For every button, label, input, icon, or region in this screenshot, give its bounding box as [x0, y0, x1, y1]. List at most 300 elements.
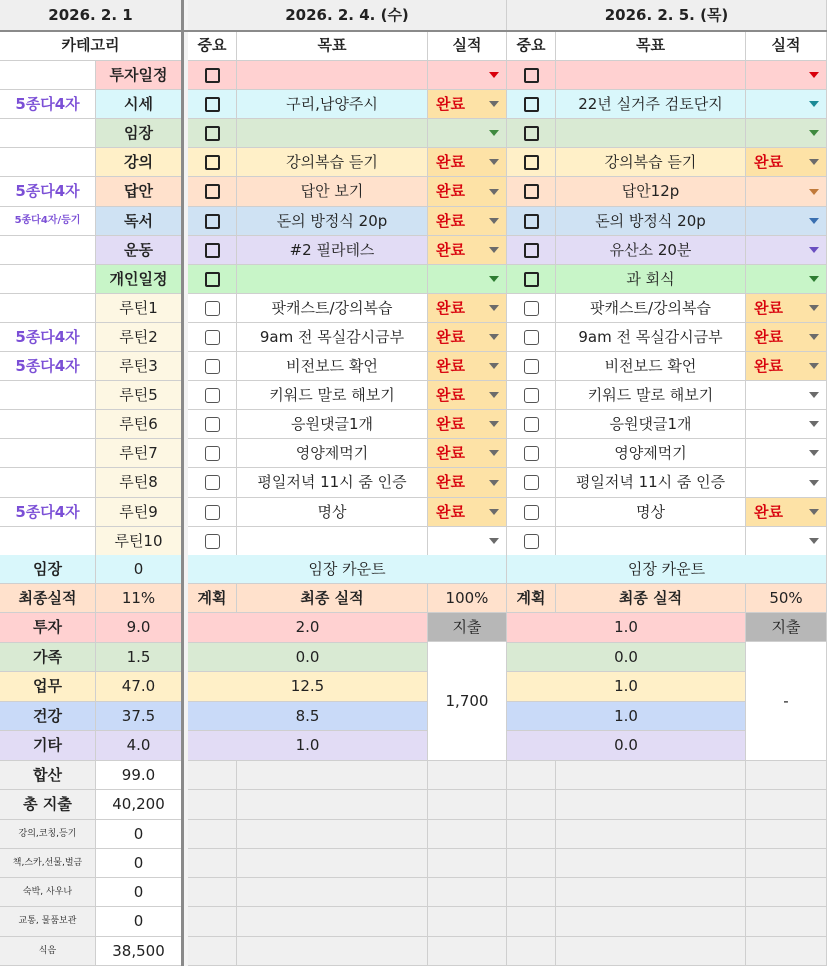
day2-importance-cell[interactable]	[507, 410, 556, 439]
status-value: 완료	[436, 385, 465, 404]
category-루틴5	[96, 381, 182, 410]
day1-goal[interactable]	[237, 294, 428, 323]
importance-checkbox[interactable]	[205, 68, 220, 83]
day1-result-select[interactable]	[428, 468, 507, 498]
day2-goal-text: 과 회식	[626, 269, 675, 288]
day2-goal[interactable]	[556, 119, 746, 148]
day2-plan-label	[507, 584, 556, 613]
summary-label-건강-text: 건강	[33, 706, 62, 725]
dropdown-arrow-icon[interactable]	[489, 363, 499, 369]
day2-importance-cell[interactable]	[507, 90, 556, 119]
day1-importance-cell[interactable]	[188, 265, 237, 294]
bottom-value-text: 99.0	[121, 765, 156, 784]
importance-checkbox[interactable]	[524, 417, 539, 432]
day1-result-select[interactable]	[428, 119, 507, 148]
bottom-label	[0, 761, 96, 790]
bottom-label-text: 총 지출	[23, 795, 72, 813]
bottom-label-text: 합산	[33, 765, 62, 784]
importance-checkbox[interactable]	[205, 126, 220, 141]
dropdown-arrow-icon[interactable]	[489, 421, 499, 427]
day2-importance-cell[interactable]	[507, 498, 556, 527]
dropdown-arrow-icon[interactable]	[809, 363, 819, 369]
summary-value-text: 47.0	[121, 677, 156, 695]
tag-cell	[0, 468, 96, 498]
bottom-value-text: 0	[133, 912, 144, 930]
day2-importance-cell[interactable]	[507, 381, 556, 410]
day1-goal-text: 답안 보기	[300, 182, 364, 200]
day2-goal[interactable]	[556, 177, 746, 207]
day1-goal[interactable]	[237, 148, 428, 177]
dropdown-arrow-icon[interactable]	[489, 276, 499, 282]
dropdown-arrow-icon[interactable]	[489, 480, 499, 486]
day1-importance-header-text: 중요	[197, 36, 227, 54]
day1-empty	[428, 878, 507, 907]
importance-checkbox[interactable]	[524, 272, 539, 287]
importance-checkbox[interactable]	[524, 388, 539, 403]
importance-checkbox[interactable]	[205, 301, 220, 316]
category-운동-text: 운동	[124, 240, 153, 259]
day2-goal[interactable]	[556, 323, 746, 352]
day1-goal[interactable]	[237, 119, 428, 148]
day2-goal[interactable]	[556, 236, 746, 265]
day1-importance-cell[interactable]	[188, 90, 237, 119]
day1-result-header	[428, 31, 507, 61]
category-루틴5-text: 루틴5	[119, 385, 158, 404]
day1-result-select[interactable]	[428, 439, 507, 468]
summary-value-text: 9.0	[126, 618, 151, 636]
day1-summary-value	[188, 702, 428, 731]
day2-date-header-text: 2026. 2. 5. (목)	[604, 5, 729, 24]
day2-result-select[interactable]	[746, 119, 827, 148]
frozen-row-divider	[0, 30, 827, 32]
day2-importance-cell[interactable]	[507, 294, 556, 323]
tag-cell	[0, 439, 96, 468]
day2-result-header-text: 실적	[771, 36, 801, 54]
day2-goal-text: 영양제먹기	[614, 443, 687, 462]
day1-empty	[188, 820, 237, 849]
day1-empty	[188, 907, 237, 937]
day1-final-label-text: 최종 실적	[300, 588, 364, 607]
day1-result-select[interactable]	[428, 527, 507, 556]
importance-checkbox[interactable]	[205, 97, 220, 112]
day1-summary-value-text: 2.0	[295, 618, 320, 636]
day1-importance-cell[interactable]	[188, 236, 237, 265]
importance-checkbox[interactable]	[205, 184, 220, 199]
day2-result-select[interactable]	[746, 177, 827, 207]
importance-checkbox[interactable]	[205, 330, 220, 345]
dropdown-arrow-icon[interactable]	[489, 450, 499, 456]
day2-result-select[interactable]	[746, 323, 827, 352]
day2-importance-header	[507, 31, 556, 61]
day1-result-select[interactable]	[428, 323, 507, 352]
bottom-label-text: 교통, 물품보관	[18, 916, 77, 926]
day1-goal[interactable]	[237, 410, 428, 439]
day2-goal[interactable]	[556, 381, 746, 410]
importance-checkbox[interactable]	[524, 97, 539, 112]
summary-label-업무	[0, 672, 96, 702]
dropdown-arrow-icon[interactable]	[809, 247, 819, 253]
day2-goal[interactable]	[556, 148, 746, 177]
day1-goal[interactable]	[237, 90, 428, 119]
day1-result-select[interactable]	[428, 294, 507, 323]
tag-cell-text: 5종다4자	[15, 356, 80, 375]
importance-checkbox[interactable]	[205, 505, 220, 520]
importance-checkbox[interactable]	[524, 126, 539, 141]
importance-checkbox[interactable]	[524, 214, 539, 229]
day1-goal[interactable]	[237, 439, 428, 468]
day1-goal-header-text: 목표	[317, 36, 347, 54]
category-루틴6	[96, 410, 182, 439]
category-강의	[96, 148, 182, 177]
day2-result-select[interactable]	[746, 61, 827, 90]
status-value: 완료	[436, 152, 465, 171]
bottom-label-text: 강의,코칭,등기	[18, 828, 77, 839]
day2-goal[interactable]	[556, 498, 746, 527]
day1-goal[interactable]	[237, 61, 428, 90]
day1-empty	[237, 937, 428, 966]
dropdown-arrow-icon[interactable]	[489, 189, 499, 195]
tag-cell	[0, 148, 96, 177]
importance-checkbox[interactable]	[524, 68, 539, 83]
category-시세	[96, 90, 182, 119]
importance-checkbox[interactable]	[524, 359, 539, 374]
dropdown-arrow-icon[interactable]	[489, 72, 499, 78]
importance-checkbox[interactable]	[524, 301, 539, 316]
category-루틴1	[96, 294, 182, 323]
day2-result-header	[746, 31, 827, 61]
day2-result-select[interactable]	[746, 148, 827, 177]
category-답안	[96, 177, 182, 207]
day2-empty	[507, 878, 556, 907]
importance-checkbox[interactable]	[205, 534, 220, 549]
importance-checkbox[interactable]	[524, 184, 539, 199]
bottom-label	[0, 937, 96, 966]
day2-empty	[556, 937, 746, 966]
status-value: 완료	[436, 327, 465, 346]
day1-result-select[interactable]	[428, 61, 507, 90]
dropdown-arrow-icon[interactable]	[489, 101, 499, 107]
day1-result-select[interactable]	[428, 236, 507, 265]
importance-checkbox[interactable]	[205, 155, 220, 170]
tag-cell	[0, 527, 96, 556]
day2-empty	[746, 820, 827, 849]
day2-importance-cell[interactable]	[507, 352, 556, 381]
day1-importance-cell[interactable]	[188, 439, 237, 468]
day1-importance-cell[interactable]	[188, 498, 237, 527]
importance-checkbox[interactable]	[524, 155, 539, 170]
day1-goal[interactable]	[237, 323, 428, 352]
day1-goal-text: 키워드 말로 해보기	[269, 385, 395, 404]
day1-empty	[428, 907, 507, 937]
day2-result-select[interactable]	[746, 527, 827, 556]
dropdown-arrow-icon[interactable]	[809, 538, 819, 544]
day1-goal[interactable]	[237, 177, 428, 207]
summary-value-text: 4.0	[126, 736, 151, 754]
day2-goal[interactable]	[556, 265, 746, 294]
day2-goal-header-text: 목표	[636, 36, 665, 54]
day1-goal-text: 평일저녁 11시 줌 인증	[257, 473, 407, 491]
final-label	[0, 584, 96, 613]
dropdown-arrow-icon[interactable]	[809, 218, 819, 224]
day2-result-select[interactable]	[746, 90, 827, 119]
day2-importance-cell[interactable]	[507, 439, 556, 468]
day2-result-select[interactable]	[746, 294, 827, 323]
dropdown-arrow-icon[interactable]	[809, 72, 819, 78]
day1-importance-cell[interactable]	[188, 61, 237, 90]
day1-empty	[188, 790, 237, 820]
day2-importance-cell[interactable]	[507, 207, 556, 236]
bottom-value	[96, 790, 182, 820]
day1-summary-value-text: 0.0	[295, 647, 320, 666]
day2-goal-text: 유산소 20분	[609, 240, 692, 259]
day1-goal[interactable]	[237, 527, 428, 556]
dropdown-arrow-icon[interactable]	[489, 509, 499, 515]
day2-result-select[interactable]	[746, 207, 827, 236]
category-루틴2	[96, 323, 182, 352]
day1-importance-cell[interactable]	[188, 381, 237, 410]
importance-checkbox[interactable]	[524, 243, 539, 258]
tag-cell	[0, 177, 96, 207]
day2-goal[interactable]	[556, 527, 746, 556]
tag-cell	[0, 352, 96, 381]
day2-goal[interactable]	[556, 61, 746, 90]
day1-expense-label	[428, 613, 507, 642]
day2-goal[interactable]	[556, 410, 746, 439]
day1-importance-cell[interactable]	[188, 468, 237, 498]
day2-result-select[interactable]	[746, 265, 827, 294]
day1-importance-cell[interactable]	[188, 323, 237, 352]
dropdown-arrow-icon[interactable]	[809, 276, 819, 282]
day2-result-select[interactable]	[746, 439, 827, 468]
day2-importance-cell[interactable]	[507, 119, 556, 148]
bottom-value	[96, 878, 182, 907]
day1-empty	[188, 761, 237, 790]
category-독서-text: 독서	[124, 211, 153, 230]
dropdown-arrow-icon[interactable]	[489, 392, 499, 398]
day1-goal[interactable]	[237, 498, 428, 527]
day2-expense-label	[746, 613, 827, 642]
importance-checkbox[interactable]	[205, 243, 220, 258]
day1-goal[interactable]	[237, 207, 428, 236]
day1-summary-value-text: 8.5	[295, 706, 320, 725]
category-루틴8	[96, 468, 182, 498]
day2-importance-cell[interactable]	[507, 527, 556, 556]
importance-checkbox[interactable]	[205, 417, 220, 432]
summary-value	[96, 731, 182, 761]
day2-result-select[interactable]	[746, 468, 827, 498]
day1-plan-label-text: 계획	[197, 588, 227, 607]
day2-summary-value-text: 1.0	[614, 706, 638, 725]
day2-summary-value	[507, 731, 746, 761]
dropdown-arrow-icon[interactable]	[489, 159, 499, 165]
importance-checkbox[interactable]	[205, 388, 220, 403]
day1-empty	[428, 937, 507, 966]
importance-checkbox[interactable]	[524, 534, 539, 549]
day2-result-select[interactable]	[746, 410, 827, 439]
day2-empty	[556, 907, 746, 937]
day2-result-select[interactable]	[746, 236, 827, 265]
day2-goal[interactable]	[556, 352, 746, 381]
dropdown-arrow-icon[interactable]	[809, 480, 819, 486]
importance-checkbox[interactable]	[524, 330, 539, 345]
day1-goal[interactable]	[237, 236, 428, 265]
dropdown-arrow-icon[interactable]	[809, 189, 819, 195]
day1-importance-cell[interactable]	[188, 410, 237, 439]
summary-label-투자	[0, 613, 96, 643]
day2-importance-cell[interactable]	[507, 265, 556, 294]
day2-importance-cell[interactable]	[507, 468, 556, 498]
category-루틴6-text: 루틴6	[119, 414, 158, 433]
day1-final-label	[237, 584, 428, 613]
status-value: 완료	[436, 414, 465, 433]
importance-checkbox[interactable]	[205, 359, 220, 374]
day1-result-header-text: 실적	[452, 36, 482, 54]
summary-value-text: 1.5	[126, 647, 151, 666]
day1-empty	[237, 820, 428, 849]
day2-importance-cell[interactable]	[507, 61, 556, 90]
dropdown-arrow-icon[interactable]	[489, 218, 499, 224]
dropdown-arrow-icon[interactable]	[489, 247, 499, 253]
tag-cell	[0, 381, 96, 410]
dropdown-arrow-icon[interactable]	[809, 334, 819, 340]
day1-result-select[interactable]	[428, 381, 507, 410]
summary-value	[96, 702, 182, 731]
day1-result-select[interactable]	[428, 410, 507, 439]
importance-checkbox[interactable]	[205, 272, 220, 287]
importance-checkbox[interactable]	[524, 446, 539, 461]
importance-checkbox[interactable]	[524, 475, 539, 490]
day1-visit-count-text: 임장 카운트	[308, 559, 386, 578]
day1-final-pct	[428, 584, 507, 613]
status-value: 완료	[436, 94, 465, 113]
day2-goal[interactable]	[556, 439, 746, 468]
importance-checkbox[interactable]	[205, 214, 220, 229]
bottom-label-text: 숙박, 사우나	[22, 886, 73, 897]
dropdown-arrow-icon[interactable]	[809, 159, 819, 165]
status-value: 완료	[436, 443, 465, 462]
day1-importance-cell[interactable]	[188, 294, 237, 323]
category-루틴2-text: 루틴2	[119, 327, 158, 346]
day1-result-select[interactable]	[428, 265, 507, 294]
status-value: 완료	[436, 473, 465, 491]
day2-importance-cell[interactable]	[507, 177, 556, 207]
dropdown-arrow-icon[interactable]	[809, 305, 819, 311]
dropdown-arrow-icon[interactable]	[489, 305, 499, 311]
dropdown-arrow-icon[interactable]	[809, 450, 819, 456]
day1-goal[interactable]	[237, 265, 428, 294]
day1-result-select[interactable]	[428, 352, 507, 381]
day1-importance-cell[interactable]	[188, 352, 237, 381]
day2-result-select[interactable]	[746, 381, 827, 410]
day2-empty	[556, 761, 746, 790]
day1-goal[interactable]	[237, 381, 428, 410]
day2-goal[interactable]	[556, 468, 746, 498]
day2-empty	[556, 878, 746, 907]
dropdown-arrow-icon[interactable]	[809, 101, 819, 107]
day1-result-select[interactable]	[428, 90, 507, 119]
day2-expense-label-text: 지출	[771, 617, 801, 636]
category-header	[0, 31, 182, 61]
day1-goal[interactable]	[237, 352, 428, 381]
day1-result-select[interactable]	[428, 177, 507, 207]
dropdown-arrow-icon[interactable]	[489, 334, 499, 340]
day1-result-select[interactable]	[428, 207, 507, 236]
bottom-value-text: 0	[133, 853, 144, 872]
category-루틴9	[96, 498, 182, 527]
summary-label-기타-text: 기타	[33, 736, 62, 754]
day2-summary-value	[507, 672, 746, 702]
dropdown-arrow-icon[interactable]	[809, 509, 819, 515]
day1-expense-value	[428, 642, 507, 761]
day1-result-select[interactable]	[428, 148, 507, 177]
day1-importance-cell[interactable]	[188, 207, 237, 236]
tag-cell	[0, 90, 96, 119]
day1-goal[interactable]	[237, 468, 428, 498]
day2-goal-text: 22년 실거주 검토단지	[578, 94, 723, 113]
dropdown-arrow-icon[interactable]	[809, 392, 819, 398]
day2-goal-header	[556, 31, 746, 61]
day2-goal[interactable]	[556, 294, 746, 323]
bottom-value-text: 40,200	[112, 795, 165, 813]
day2-importance-cell[interactable]	[507, 236, 556, 265]
day1-goal-text: #2 필라테스	[289, 240, 375, 259]
day2-importance-cell[interactable]	[507, 323, 556, 352]
tag-cell	[0, 61, 96, 90]
day2-summary-value-text: 1.0	[614, 618, 638, 636]
dropdown-arrow-icon[interactable]	[489, 130, 499, 136]
category-개인일정-text: 개인일정	[109, 269, 168, 288]
bottom-label	[0, 820, 96, 849]
tag-cell	[0, 119, 96, 148]
final-label-text: 최종실적	[18, 588, 77, 607]
day1-goal-text: 영양제먹기	[295, 443, 369, 462]
summary-label-가족-text: 가족	[33, 647, 62, 666]
dropdown-arrow-icon[interactable]	[809, 130, 819, 136]
day1-importance-cell[interactable]	[188, 177, 237, 207]
importance-checkbox[interactable]	[205, 475, 220, 490]
day2-goal[interactable]	[556, 207, 746, 236]
importance-checkbox[interactable]	[205, 446, 220, 461]
day2-visit-count-text: 임장 카운트	[627, 559, 706, 578]
dropdown-arrow-icon[interactable]	[809, 421, 819, 427]
category-투자일정	[96, 61, 182, 90]
dropdown-arrow-icon[interactable]	[489, 538, 499, 544]
day1-goal-text: 구리,남양주시	[286, 94, 378, 113]
day2-goal[interactable]	[556, 90, 746, 119]
day2-goal-text: 명상	[636, 502, 665, 521]
day2-empty	[507, 790, 556, 820]
status-value: 완료	[754, 298, 783, 317]
day1-result-select[interactable]	[428, 498, 507, 527]
day1-goal-text: 명상	[317, 502, 347, 521]
day2-result-select[interactable]	[746, 352, 827, 381]
day2-expense-value	[746, 642, 827, 761]
importance-checkbox[interactable]	[524, 505, 539, 520]
day2-empty	[746, 849, 827, 878]
day2-result-select[interactable]	[746, 498, 827, 527]
category-투자일정-text: 투자일정	[109, 65, 168, 84]
day1-importance-cell[interactable]	[188, 527, 237, 556]
category-루틴7	[96, 439, 182, 468]
day2-importance-cell[interactable]	[507, 148, 556, 177]
day1-importance-header	[188, 31, 237, 61]
day1-importance-cell[interactable]	[188, 148, 237, 177]
day1-goal-header	[237, 31, 428, 61]
day1-importance-cell[interactable]	[188, 119, 237, 148]
summary-label-가족	[0, 643, 96, 672]
day2-goal-text: 강의복습 듣기	[604, 152, 697, 171]
day2-goal-text: 응원댓글1개	[609, 414, 692, 433]
